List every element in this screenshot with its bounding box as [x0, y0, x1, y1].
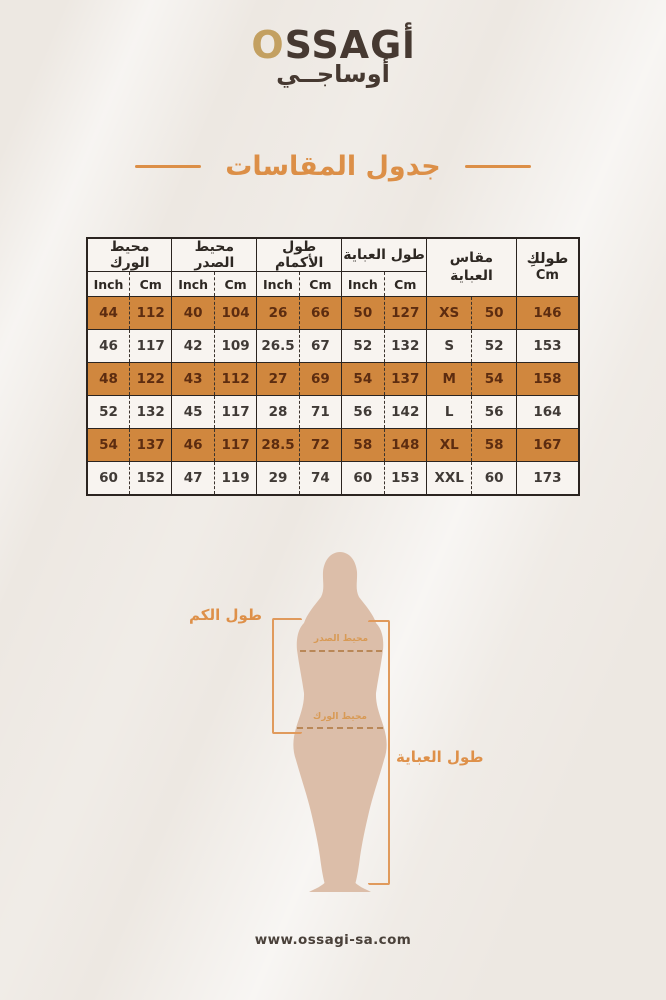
cell: 153 [516, 330, 579, 363]
abaya-length-bracket [368, 620, 390, 885]
sleeve-cm-header: Cm [299, 272, 341, 297]
table-row-xxl [87, 462, 579, 496]
cell: 112 [129, 297, 171, 330]
abaya-cm-header: Cm [384, 272, 426, 297]
title-dash-left [135, 165, 201, 168]
cell: 137 [129, 429, 171, 462]
size-table [86, 237, 580, 496]
table-row-xl [87, 429, 579, 462]
cell: 27 [257, 363, 299, 396]
cell: 46 [87, 330, 129, 363]
cell: 58 [342, 429, 384, 462]
brand-name-arabic: أوساجــي [276, 59, 390, 88]
cell: 164 [516, 396, 579, 429]
cell: S [426, 330, 471, 363]
cell: 60 [87, 462, 129, 496]
size-label-line2: العباية [450, 267, 493, 284]
measurement-diagram [0, 540, 666, 910]
cell: 132 [384, 330, 426, 363]
cell: 48 [87, 363, 129, 396]
table-row-xs [87, 297, 579, 330]
sleeve-inch-header: Inch [257, 272, 299, 297]
cell: 142 [384, 396, 426, 429]
logo-alef-glyph: أ [402, 26, 415, 67]
cell: 28 [257, 396, 299, 429]
cell: 132 [129, 396, 171, 429]
col-header-abaya-length: طول العباية [342, 238, 427, 272]
col-header-height [516, 238, 579, 297]
cell: 158 [516, 363, 579, 396]
table-row-s [87, 330, 579, 363]
cell: 66 [299, 297, 341, 330]
cell: 54 [87, 429, 129, 462]
cell: 58 [472, 429, 516, 462]
height-label-arabic: طولكِ [526, 251, 569, 267]
cell: 56 [342, 396, 384, 429]
cell: 43 [172, 363, 214, 396]
cell: 167 [516, 429, 579, 462]
table-row-l [87, 396, 579, 429]
cell: 26.5 [257, 330, 299, 363]
cell: 45 [172, 396, 214, 429]
cell: 47 [172, 462, 214, 496]
chest-dashed-line [300, 650, 382, 652]
title-row [0, 152, 666, 182]
cell: 74 [299, 462, 341, 496]
cell: L [426, 396, 471, 429]
cell: 112 [214, 363, 256, 396]
page-title: جدول المقاسات [225, 151, 441, 182]
cell: 119 [214, 462, 256, 496]
cell: 137 [384, 363, 426, 396]
cell: 104 [214, 297, 256, 330]
cell: 72 [299, 429, 341, 462]
size-table-container [86, 237, 580, 496]
cell: 40 [172, 297, 214, 330]
cell: 54 [342, 363, 384, 396]
height-label-unit: Cm [535, 268, 559, 284]
cell: 42 [172, 330, 214, 363]
header-group-row [87, 238, 579, 272]
cell: 56 [472, 396, 516, 429]
cell: 153 [384, 462, 426, 496]
cell: XXL [426, 462, 471, 496]
col-header-chest: محيط الصدر [172, 238, 257, 272]
col-header-hip: محيط الورك [87, 238, 172, 272]
cell: 127 [384, 297, 426, 330]
cell: XS [426, 297, 471, 330]
title-dash-right [465, 165, 531, 168]
cell: 44 [87, 297, 129, 330]
abaya-inch-header: Inch [342, 272, 384, 297]
col-header-abaya-size [426, 238, 516, 297]
hip-inch-header: Inch [87, 272, 129, 297]
website-url: www.ossagi-sa.com [254, 932, 412, 948]
cell: M [426, 363, 471, 396]
col-header-sleeve-length: طول الأكمام [257, 238, 342, 272]
cell: 50 [342, 297, 384, 330]
hip-dashed-line [297, 727, 383, 729]
cell: 60 [342, 462, 384, 496]
table-row-m [87, 363, 579, 396]
brand-logo [0, 23, 666, 88]
sleeve-length-label: طول الكم [188, 606, 262, 624]
logo-o-ring-icon: O [251, 23, 285, 67]
cell: 52 [342, 330, 384, 363]
cell: 122 [129, 363, 171, 396]
chest-cm-header: Cm [214, 272, 256, 297]
hip-cm-header: Cm [129, 272, 171, 297]
cell: 26 [257, 297, 299, 330]
cell: 67 [299, 330, 341, 363]
cell: 117 [214, 429, 256, 462]
cell: 52 [87, 396, 129, 429]
cell: 69 [299, 363, 341, 396]
chest-circumference-label: محيط الصدر [313, 634, 369, 644]
cell: 29 [257, 462, 299, 496]
cell: 52 [472, 330, 516, 363]
hip-circumference-label: محيط الورك [312, 712, 368, 722]
cell: XL [426, 429, 471, 462]
cell: 60 [472, 462, 516, 496]
cell: 46 [172, 429, 214, 462]
chest-inch-header: Inch [172, 272, 214, 297]
cell: 109 [214, 330, 256, 363]
cell: 28.5 [257, 429, 299, 462]
cell: 146 [516, 297, 579, 330]
cell: 152 [129, 462, 171, 496]
cell: 173 [516, 462, 579, 496]
cell: 50 [472, 297, 516, 330]
cell: 117 [214, 396, 256, 429]
abaya-length-label: طول العباية [396, 748, 484, 766]
logo-latin-text: SSAG [284, 23, 403, 67]
cell: 71 [299, 396, 341, 429]
cell: 54 [472, 363, 516, 396]
cell: 148 [384, 429, 426, 462]
cell: 117 [129, 330, 171, 363]
size-label-line1: مقاس [449, 250, 494, 266]
